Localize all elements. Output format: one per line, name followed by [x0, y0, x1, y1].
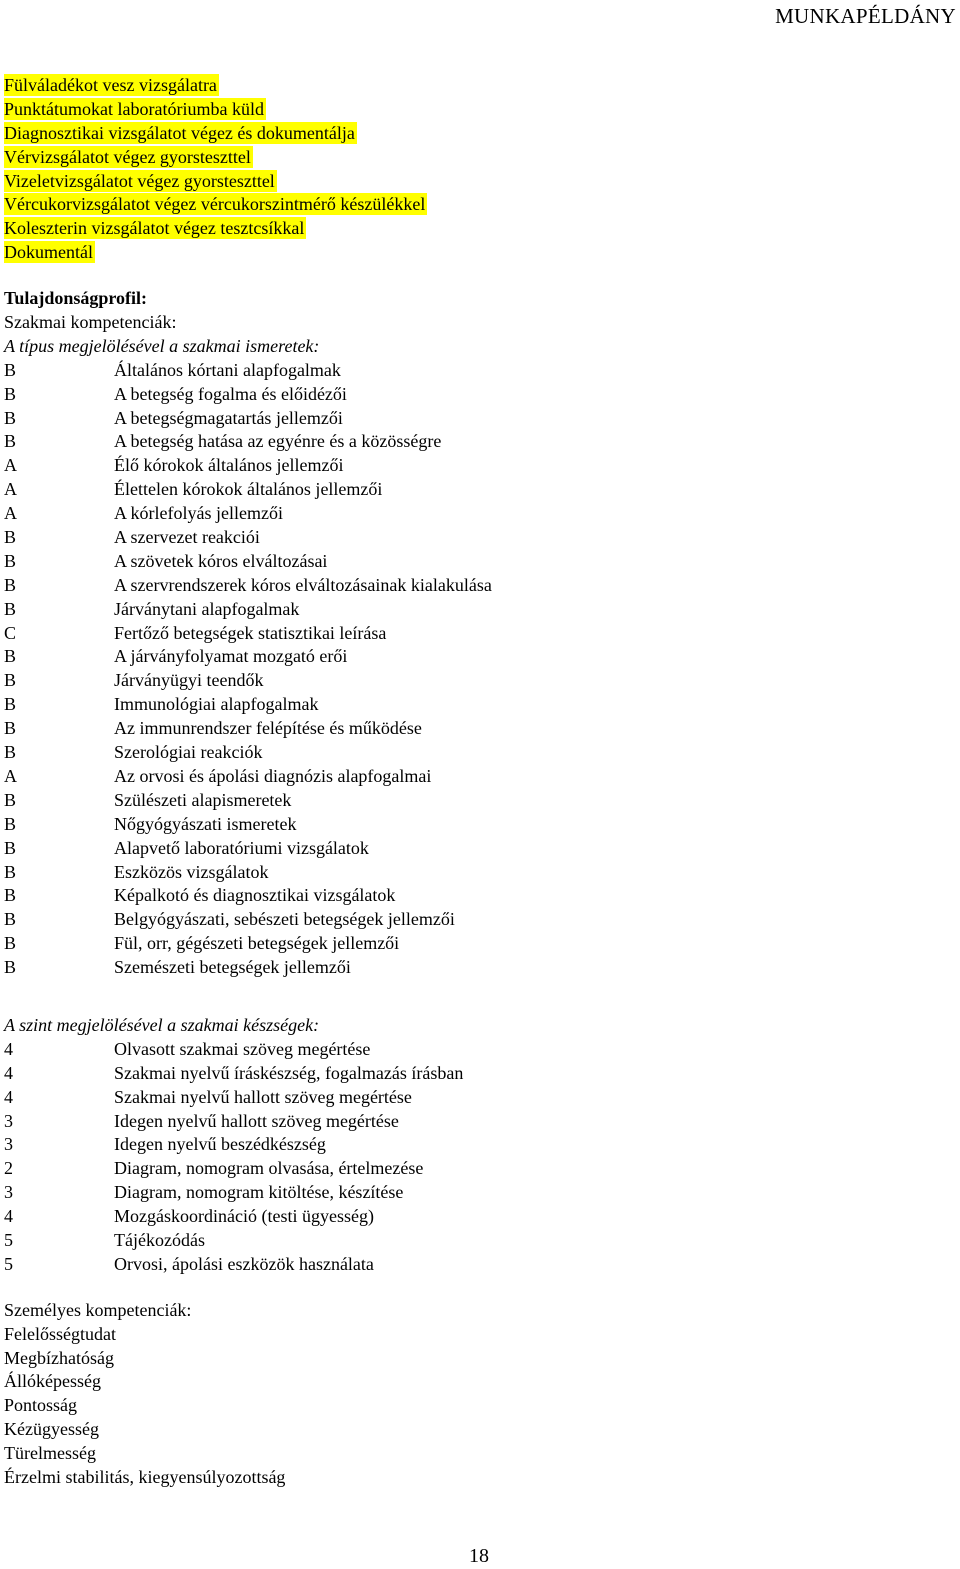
personal-item: Állóképesség: [4, 1371, 101, 1392]
personal-item: Érzelmi stabilitás, kiegyensúlyozottság: [4, 1466, 286, 1487]
knowledge-row: A Élettelen kórokok általános jellemzői: [4, 479, 383, 500]
professional-competencies-label: Szakmai kompetenciák:: [4, 312, 177, 333]
task-item: Fülváladékot vesz vizsgálatra: [4, 75, 217, 95]
knowledge-row: B Immunológiai alapfogalmak: [4, 694, 319, 715]
skill-row: 4 Olvasott szakmai szöveg megértése: [4, 1038, 371, 1059]
personal-item: Felelősségtudat: [4, 1323, 116, 1344]
knowledge-row: B A betegség fogalma és előidézői: [4, 383, 347, 404]
document-body: [4, 74, 944, 1490]
spacer: [4, 1277, 944, 1299]
knowledge-row: B Fül, orr, gégészeti betegségek jellemzői: [4, 933, 400, 954]
task-item: Diagnosztikai vizsgálatot végez és dokumentálja: [4, 122, 355, 143]
knowledge-row: B Alapvető laboratóriumi vizsgálatok: [4, 837, 369, 858]
knowledge-row: B A szervezet reakciói: [4, 527, 260, 548]
knowledge-row: A Élő kórokok általános jellemzői: [4, 455, 344, 476]
profile-title: Tulajdonságprofil:: [4, 288, 148, 309]
document-header: MUNKAPÉLDÁNY: [775, 4, 956, 28]
knowledge-table: [4, 359, 944, 980]
task-item: Dokumentál: [4, 242, 93, 263]
skill-row: 3 Idegen nyelvű beszédkészség: [4, 1134, 326, 1155]
knowledge-row: B A betegség hatása az egyénre és a közösségre: [4, 431, 442, 452]
task-item: Vércukorvizsgálatot végez vércukorszintmérő készülékkel: [4, 194, 426, 215]
knowledge-heading: A típus megjelölésével a szakmai ismeretek:: [4, 335, 320, 356]
task-item: Vérvizsgálatot végez gyorsteszttel: [4, 146, 251, 167]
knowledge-row: B Szerológiai reakciók: [4, 742, 263, 763]
knowledge-row: B Általános kórtani alapfogalmak: [4, 359, 341, 380]
knowledge-row: C Fertőző betegségek statisztikai leírása: [4, 622, 387, 643]
personal-item: Kézügyesség: [4, 1419, 99, 1440]
spacer: [4, 265, 944, 287]
knowledge-row: B Járványügyi teendők: [4, 670, 264, 691]
knowledge-row: A Az orvosi és ápolási diagnózis alapfogalmai: [4, 765, 432, 786]
task-item: Koleszterin vizsgálatot végez tesztcsíkkal: [4, 218, 305, 239]
task-item: Vizeletvizsgálatot végez gyorsteszttel: [4, 170, 275, 191]
skill-row: 4 Szakmai nyelvű hallott szöveg megértése: [4, 1086, 412, 1107]
personal-item: Türelmesség: [4, 1443, 96, 1464]
knowledge-row: B Szemészeti betegségek jellemzői: [4, 957, 351, 978]
skill-row: 5 Orvosi, ápolási eszközök használata: [4, 1253, 374, 1274]
skills-heading: A szint megjelölésével a szakmai készségek:: [4, 1014, 320, 1035]
knowledge-row: B Képalkotó és diagnosztikai vizsgálatok: [4, 885, 396, 906]
knowledge-row: B Belgyógyászati, sebészeti betegségek jellemzői: [4, 909, 455, 930]
knowledge-row: B A járványfolyamat mozgató erői: [4, 646, 348, 667]
highlighted-task-list: [4, 74, 944, 265]
knowledge-row: B A szervrendszerek kóros elváltozásainak kialakulása: [4, 574, 492, 595]
skill-row: 2 Diagram, nomogram olvasása, értelmezése: [4, 1158, 424, 1179]
skill-row: 5 Tájékozódás: [4, 1229, 205, 1250]
personal-list: [4, 1323, 944, 1490]
knowledge-row: B Járványtani alapfogalmak: [4, 598, 300, 619]
skill-row: 4 Mozgáskoordináció (testi ügyesség): [4, 1206, 374, 1227]
skill-row: 3 Idegen nyelvű hallott szöveg megértése: [4, 1110, 399, 1131]
skills-table: [4, 1038, 944, 1277]
personal-heading: Személyes kompetenciák:: [4, 1299, 192, 1320]
page-number: 18: [469, 1545, 489, 1567]
skill-row: 4 Szakmai nyelvű íráskészség, fogalmazás írásban: [4, 1062, 464, 1083]
knowledge-row: B Eszközös vizsgálatok: [4, 861, 269, 882]
knowledge-row: B A betegségmagatartás jellemzői: [4, 407, 343, 428]
task-item: Punktátumokat laboratóriumba küld: [4, 98, 264, 119]
personal-item: Megbízhatóság: [4, 1347, 114, 1368]
skill-row: 3 Diagram, nomogram kitöltése, készítése: [4, 1182, 404, 1203]
personal-item: Pontosság: [4, 1395, 78, 1416]
knowledge-row: B Szülészeti alapismeretek: [4, 789, 292, 810]
knowledge-row: B Az immunrendszer felépítése és működése: [4, 718, 422, 739]
spacer: [4, 980, 944, 1014]
knowledge-row: A A kórlefolyás jellemzői: [4, 503, 283, 524]
knowledge-row: B Nőgyógyászati ismeretek: [4, 813, 297, 834]
knowledge-row: B A szövetek kóros elváltozásai: [4, 550, 328, 571]
